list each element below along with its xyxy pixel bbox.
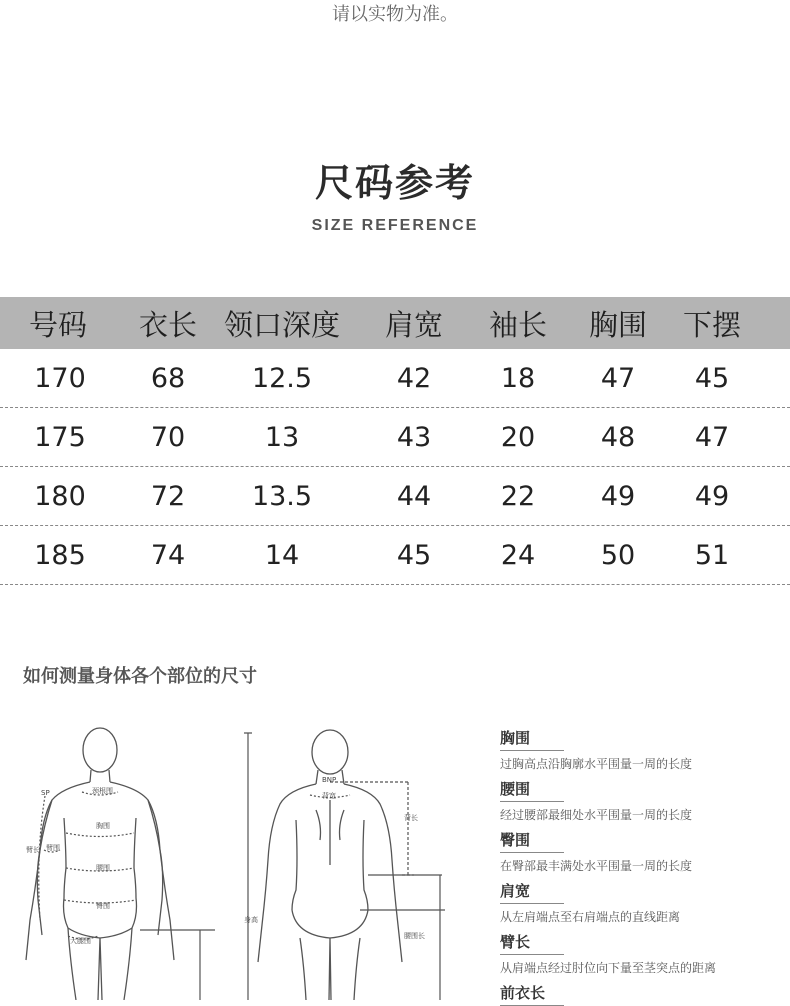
header-neck-depth: 领口深度: [223, 307, 340, 342]
cell-chest: 49: [600, 480, 636, 512]
cell-hem: 45: [694, 362, 730, 394]
table-row: [0, 467, 790, 526]
front-labels: [26, 786, 113, 945]
table-row: [0, 526, 790, 585]
label-arm-length: 臂长: [26, 846, 40, 854]
measurement-desc: 过胸高点沿胸廓水平围量一周的长度: [500, 757, 693, 771]
cell-size: 185: [34, 539, 86, 571]
page-subtitle: SIZE REFERENCE: [311, 217, 479, 234]
measurement-desc: 经过腰部最细处水平围量一周的长度: [500, 808, 693, 822]
measurement-item: [500, 930, 780, 981]
label-arm: 臂围: [46, 844, 60, 852]
cell-neck-depth: 14: [264, 539, 300, 571]
cell-shoulder: 45: [396, 539, 432, 571]
measurement-desc: 从左肩端点至右肩端点的直线距离: [500, 910, 681, 924]
cell-shoulder: 44: [396, 480, 432, 512]
cell-length: 72: [150, 480, 186, 512]
table-header: [0, 297, 790, 349]
cell-hem: 47: [694, 421, 730, 453]
measurement-desc: 在臀部最丰满处水平围量一周的长度: [500, 859, 693, 873]
size-table: [0, 297, 790, 585]
cell-size: 175: [34, 421, 86, 453]
label-waist-height: 腰围长: [404, 932, 425, 940]
cell-chest: 48: [600, 421, 636, 453]
measurement-item: [500, 828, 780, 879]
label-height: 身高: [244, 916, 258, 924]
cell-neck-depth: 13.5: [251, 480, 313, 512]
measurement-title: 臂长: [500, 930, 564, 955]
cell-hem: 49: [694, 480, 730, 512]
cell-length: 74: [150, 539, 186, 571]
back-labels: [244, 776, 425, 940]
measurement-descriptions: [500, 726, 780, 1006]
cell-sleeve: 20: [500, 421, 536, 453]
measurement-title: 臀围: [500, 828, 564, 853]
measurement-item: [500, 726, 780, 777]
measure-heading: 如何测量身体各个部位的尺寸: [23, 666, 257, 687]
label-chest: 胸围: [96, 822, 110, 830]
front-measure-lines: [39, 792, 215, 1000]
measurement-title: 前衣长: [500, 981, 564, 1006]
measurement-desc: 从肩端点经过肘位向下量至茎突点的距离: [500, 961, 717, 975]
label-bnp: BNP: [322, 776, 337, 784]
page-title: 尺码参考: [314, 161, 475, 205]
header-length: 衣长: [138, 307, 197, 342]
measurement-title: 腰围: [500, 777, 564, 802]
cell-shoulder: 43: [396, 421, 432, 453]
cell-hem: 51: [694, 539, 730, 571]
cell-sleeve: 18: [500, 362, 536, 394]
cell-length: 70: [150, 421, 186, 453]
header-chest: 胸围: [588, 307, 647, 342]
measurement-title: 胸围: [500, 726, 564, 751]
cell-chest: 47: [600, 362, 636, 394]
back-body-figure: [258, 730, 402, 1000]
table-row: [0, 349, 790, 408]
label-thigh: 大腿围: [70, 937, 91, 945]
body-measurement-illustration: [0, 700, 490, 1000]
label-neck: 颈根围: [92, 787, 113, 795]
header-size: 号码: [28, 307, 87, 342]
header-hem: 下摆: [682, 307, 741, 342]
measurement-item: [500, 777, 780, 828]
label-waist: 腰围: [96, 864, 110, 872]
label-back-length: 背长: [404, 814, 418, 822]
label-back-width: 背宽: [322, 792, 336, 800]
measurement-title: 肩宽: [500, 879, 564, 904]
cell-chest: 50: [600, 539, 636, 571]
cell-neck-depth: 12.5: [251, 362, 313, 394]
back-measure-lines: [244, 733, 445, 1000]
cell-length: 68: [150, 362, 186, 394]
top-note: 请以实物为准。: [332, 4, 458, 25]
label-hip: 臀围: [96, 902, 110, 910]
header-shoulder: 肩宽: [384, 307, 443, 342]
cell-size: 180: [34, 480, 86, 512]
measurement-item: [500, 879, 780, 930]
label-sp: SP: [41, 789, 50, 797]
table-row: [0, 408, 790, 467]
cell-size: 170: [34, 362, 86, 394]
cell-sleeve: 22: [500, 480, 536, 512]
cell-shoulder: 42: [396, 362, 432, 394]
cell-sleeve: 24: [500, 539, 536, 571]
measurement-item: [500, 981, 780, 1006]
header-sleeve: 袖长: [488, 307, 547, 342]
cell-neck-depth: 13: [264, 421, 300, 453]
